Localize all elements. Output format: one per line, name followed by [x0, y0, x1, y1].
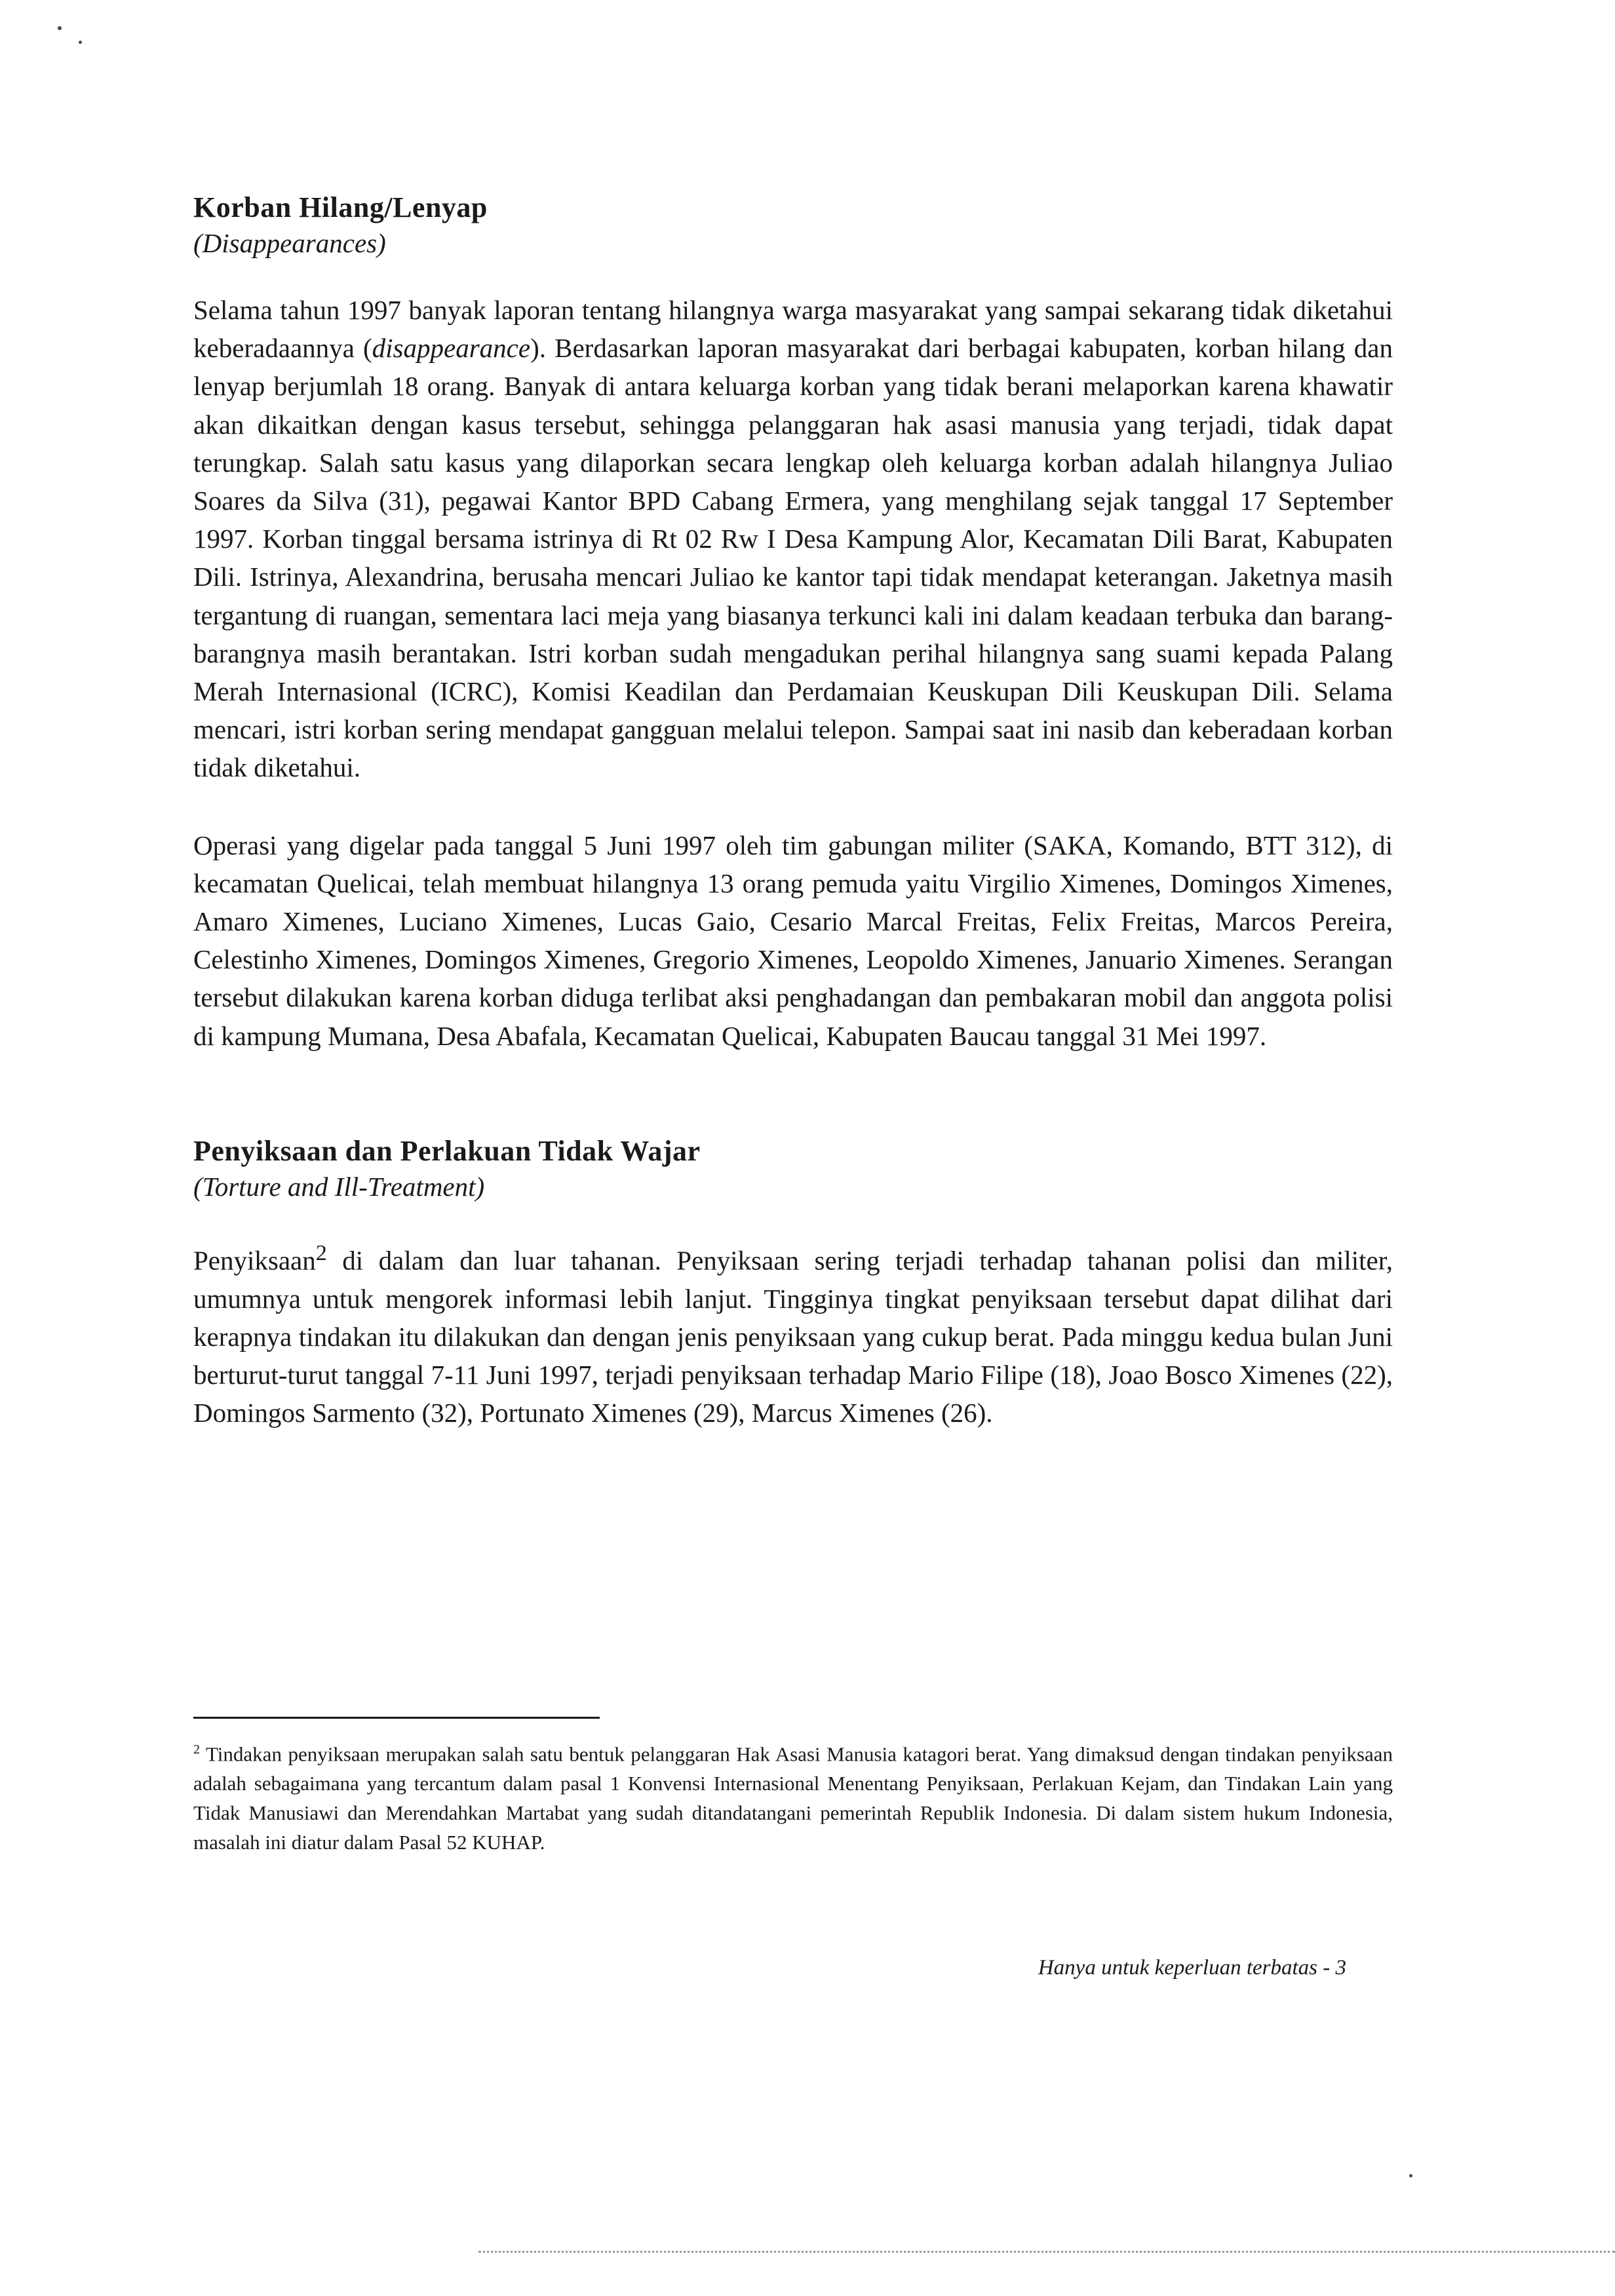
footnote-divider — [193, 1717, 600, 1719]
section-subtitle-torture: (Torture and Ill-Treatment) — [193, 1171, 485, 1202]
footnote-reference[interactable]: 2 — [315, 1240, 327, 1265]
paragraph-disappearances-1: Selama tahun 1997 banyak laporan tentang hilangnya warga masyarakat yang sampai sekarang tidak diketahui keberadaannya (disappearance). Berdasarkan laporan masyarakat dari berbagai kabupaten, korban hilang dan lenyap berjumlah 18 orang. Banyak di antara keluarga korban yang tidak berani melaporkan karena khawatir akan dikaitkan dengan kasus tersebut, sehingga pelanggaran hak asasi manusia yang terjadi, tidak dapat terungkap. Salah satu kasus yang dilaporkan secara lengkap oleh keluarga korban adalah hilangnya Juliao Soares da Silva (31), pegawai Kantor BPD Cabang Ermera, yang menghilang sejak tanggal 17 September 1997. Korban tinggal bersama istrinya di Rt 02 Rw I Desa Kampung Alor, Kecamatan Dili Barat, Kabupaten Dili. Istrinya, Alexandrina, berusaha mencari Juliao ke kantor tapi tidak mendapat keterangan. Jaketnya masih tergantung di ruangan, sementara laci meja yang biasanya terkunci kali ini dalam keadaan terbuka dan barang-barangnya masih berantakan. Istri korban sudah mengadukan perihal hilangnya sang suami kepada Palang Merah Internasional (ICRC), Komisi Keadilan dan Perdamaian Keuskupan Dili Keuskupan Dili. Selama mencari, istri korban sering mendapat gangguan melalui telepon. Sampai saat ini nasib dan keberadaan korban tidak diketahui. — [193, 295, 1393, 783]
paragraph-disappearances-2: Operasi yang digelar pada tanggal 5 Juni 1997 oleh tim gabungan militer (SAKA, Komando, BTT 312), di kecamatan Quelicai, telah membuat hilangnya 13 orang pemuda yaitu Virgilio Ximenes, Domingos Ximenes, Amaro Ximenes, Luciano Ximenes, Lucas Gaio, Cesario Marcal Freitas, Felix Freitas, Marcos Pereira, Celestinho Ximenes, Domingos Ximenes, Gregorio Ximenes, Leopoldo Ximenes, Januario Ximenes. Serangan tersebut dilakukan karena korban diduga terlibat aksi penghadangan dan pembakaran mobil dan anggota polisi di kampung Mumana, Desa Abafala, Kecamatan Quelicai, Kabupaten Baucau tanggal 31 Mei 1997. — [193, 830, 1393, 1051]
section-subtitle-disappearances: (Disappearances) — [193, 228, 386, 258]
section-title-torture: Penyiksaan dan Perlakuan Tidak Wajar — [193, 1134, 701, 1167]
footnote-number: 2 — [193, 1742, 200, 1757]
document-body — [193, 190, 1393, 1432]
scan-speck — [58, 26, 62, 30]
paragraph-torture-1: Penyiksaan$^2$ di dalam dan luar tahanan. Penyiksaan sering terjadi terhadap tahanan polisi dan militer, umumnya untuk mengorek informasi lebih lanjut. Tingginya tingkat penyiksaan tersebut dapat dilihat dari kerapnya tindakan itu dilakukan dan dengan jenis penyiksaan yang cukup berat. Pada minggu kedua bulan Juni berturut-turut tanggal 7-11 Juni 1997, terjadi penyiksaan terhadap Mario Filipe (18), Joao Bosco Ximenes (22), Domingos Sarmento (32), Portunato Ximenes (29), Marcus Ximenes (26). — [193, 1240, 1393, 1428]
footnote-text: Tindakan penyiksaan merupakan salah satu bentuk pelanggaran Hak Asasi Manusia katagori berat. Yang dimaksud dengan tindakan penyiksaan adalah sebagaimana yang tercantum dalam pasal 1 Konvensi Internasional Menentang Penyiksaan, Perlakuan Kejam, dan Tindakan Lain yang Tidak Manusiawi dan Merendahkan Martabat yang sudah ditandatangani pemerintah Republik Indonesia. Di dalam sistem hukum Indonesia, masalah ini diatur dalam Pasal 52 KUHAP. — [193, 1742, 1393, 1854]
scan-speck — [79, 41, 82, 44]
scan-artifact-line — [478, 2251, 1615, 2253]
section-title-disappearances: Korban Hilang/Lenyap — [193, 191, 488, 223]
page-footer: Hanya untuk keperluan terbatas - 3 — [1038, 1956, 1346, 1980]
scan-speck — [1409, 2174, 1412, 2177]
footnote — [193, 1735, 1393, 1857]
